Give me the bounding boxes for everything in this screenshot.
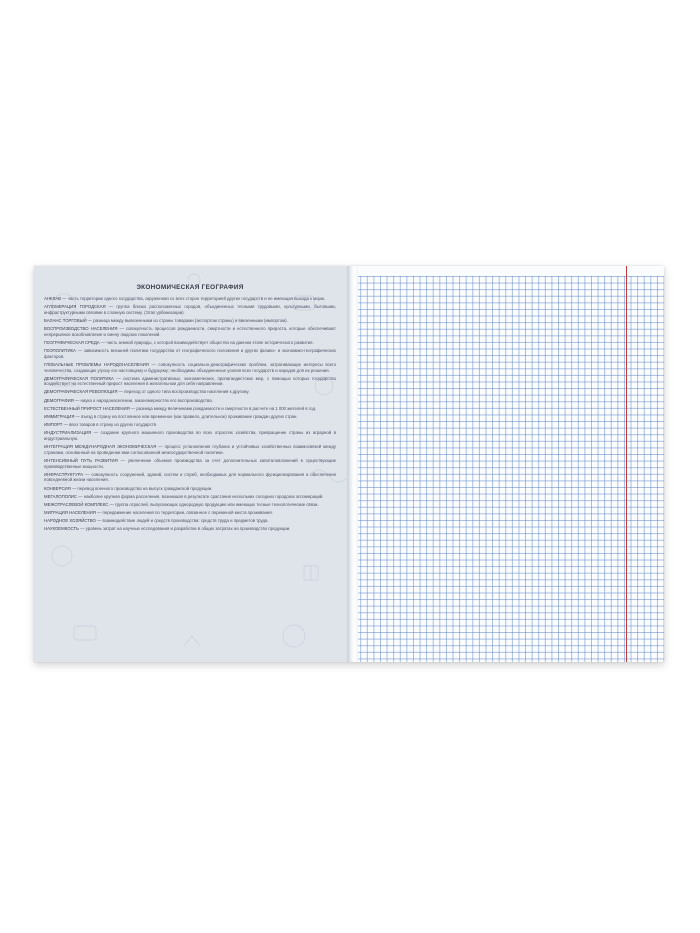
entry-definition: — разница между величинами рождаемости и смертности в расчете на 1 000 жителей в год.	[129, 405, 317, 411]
entry-definition: — группа близко расположенных городов, объединенных тесными трудовыми, культурными, бытовыми, инфраструктурными связями в сложную систему. (Этап урбанизации).	[44, 304, 336, 315]
entry-term: ИНТЕГРАЦИЯ МЕЖДУНАРОДНАЯ ЭКОНОМИЧЕСКАЯ	[44, 444, 157, 450]
entry-term: ГЕОГРАФИЧЕСКАЯ СРЕДА	[44, 339, 100, 345]
glossary-entry	[44, 406, 336, 412]
entry-term: НАУКОЕМКОСТЬ	[44, 526, 79, 532]
glossary-entry	[44, 472, 336, 483]
entry-definition: — часть земной природы, с которой взаимодействует общество на данном этапе исторического развития.	[99, 339, 314, 345]
glossary-entry	[44, 414, 336, 420]
entry-definition: — группа отраслей, выпускающих однородную продукцию или имеющих тесные технологические связи.	[108, 501, 319, 507]
entry-term: БАЛАНС ТОРГОВЫЙ	[44, 317, 87, 323]
entry-term: ГЕОПОЛИТИКА	[44, 348, 76, 354]
entry-term: ВОСПРОИЗВОДСТВО НАСЕЛЕНИЯ	[44, 326, 118, 332]
glossary-entry	[44, 430, 336, 441]
entry-definition: — совокупность социально-демографических проблем, затрагивающих интересы всего человечества, создающих угрозу его настоящему и будущему; необходимы объединенные усилия всех государств и народов для их решения.	[44, 361, 336, 373]
glossary-entry	[44, 510, 336, 516]
glossary-entry	[44, 486, 336, 492]
glossary-entry	[44, 348, 336, 359]
entry-definition: — процесс установления глубоких и устойчивых хозяйственных взаимосвязей между странами, основанный на проведении ими согласованной межгосударственной политики.	[44, 444, 336, 455]
entry-definition: — разница между вывезенными из страны товарами (экспортом страны) и ввезенными (импортом).	[86, 317, 288, 323]
entry-term: ИММИГРАЦИЯ	[44, 414, 75, 420]
entry-term: МЕЖОТРАСЛЕВОЙ КОМПЛЕКС	[44, 501, 109, 507]
entry-definition: — ввоз товаров в страну из других государств.	[62, 422, 158, 428]
glossary-entry	[44, 502, 336, 508]
glossary-entry	[44, 458, 336, 469]
entry-definition: — передвижение населения по территории, связанное с переменой места проживания.	[95, 510, 273, 516]
entry-term: ДЕМОГРАФИЯ	[44, 397, 74, 403]
entry-term: ЕСТЕСТВЕННЫЙ ПРИРОСТ НАСЕЛЕНИЯ	[44, 405, 130, 411]
left-page-cover-inside	[34, 266, 348, 662]
open-notebook	[34, 266, 664, 662]
grid-paper-page	[358, 266, 664, 662]
page-title: ЭКОНОМИЧЕСКАЯ ГЕОГРАФИЯ	[136, 284, 244, 291]
entry-definition: — совокупность сооружений, зданий, систем и служб, необходимых для нормального функционирования и обеспечения повседневной жизни населения.	[44, 471, 336, 483]
entry-definition: — наука о народонаселении, закономерностях его воспроизводства.	[73, 397, 213, 403]
entry-definition: — зависимость внешней политики государства от географического положения и других физико- и экономико-географических факторов.	[44, 348, 336, 359]
entry-definition: — совокупность процессов рождаемости, смертности и естественного прироста, которые обеспечивают непрерывное возобновление и смену людских поколений.	[44, 326, 336, 337]
glossary-entry	[44, 362, 336, 373]
entry-definition: — взаимодействие людей и средств производства: средств труда и предметов труда.	[95, 518, 269, 524]
top-blank-strip	[358, 266, 664, 276]
entry-term: ДЕМОГРАФИЧЕСКАЯ ПОЛИТИКА	[44, 375, 114, 381]
entry-term: МЕГАЛОПОЛИС	[44, 493, 78, 499]
glossary-entry	[44, 518, 336, 524]
entry-term: АГЛОМЕРАЦИЯ ГОРОДСКАЯ	[44, 304, 106, 310]
entry-term: ГЛОБАЛЬНЫЕ ПРОБЛЕМЫ НАРОДОНАСЕЛЕНИЯ	[44, 361, 149, 367]
glossary-entry	[44, 422, 336, 428]
entry-term: КОНВЕРСИЯ	[44, 485, 71, 491]
glossary-entry	[44, 444, 336, 455]
entry-definition: — въезд в страну на постоянное или временное (как правило, длительное) проживание граждан других стран.	[74, 414, 298, 420]
glossary-entry	[44, 340, 336, 346]
glossary-content	[44, 284, 336, 535]
entry-term: ИНТЕНСИВНЫЙ ПУТЬ РАЗВИТИЯ	[44, 457, 118, 463]
glossary-entry	[44, 326, 336, 337]
glossary-entry	[44, 494, 336, 500]
glossary-entry	[44, 398, 336, 404]
entry-definition: — перевод военного производства на выпуск гражданской продукции.	[70, 485, 213, 491]
entry-term: ИНФРАСТРУКТУРА	[44, 471, 84, 477]
entry-definition: — создание крупного машинного производства во всех отраслях хозяйства, превращение страны из аграрной в индустриальную.	[44, 430, 336, 441]
entry-definition: — наиболее крупная форма расселения, возникшая в результате срастания нескольких соседних городских агломераций.	[77, 493, 324, 499]
entry-term: МИГРАЦИЯ НАСЕЛЕНИЯ	[44, 510, 96, 516]
entry-definition: — уровень затрат на научные исследования и разработки в общих затратах на производство продукции.	[78, 526, 291, 532]
glossary-entry	[44, 526, 336, 532]
entry-term: ДЕМОГРАФИЧЕСКАЯ РЕВОЛЮЦИЯ	[44, 389, 118, 395]
red-margin-line	[626, 266, 627, 662]
glossary-entry	[44, 389, 336, 395]
entry-definition: — увеличение объемов производства за счет дополнительных капиталовложений в существующие производственные мощности.	[44, 457, 336, 469]
glossary-entry	[44, 376, 336, 387]
entry-term: НАРОДНОЕ ХОЗЯЙСТВО	[44, 518, 96, 524]
glossary-entry	[44, 296, 336, 302]
glossary-entry	[44, 318, 336, 324]
glossary-entry	[44, 304, 336, 315]
entry-term: ИМПОРТ	[44, 422, 63, 428]
entry-definition: — переход от одного типа воспроизводства населения к другому.	[117, 389, 250, 395]
entry-definition: — часть территории одного государства, окруженная со всех сторон территорией других государств и не имеющая выхода к морю.	[61, 296, 326, 301]
entry-term: ИНДУСТРИАЛИЗАЦИЯ	[44, 430, 92, 436]
entry-definition: — система административных, экономических, пропагандистских мер, с помощью которых государство воздействует на естественный прирост населения в желательном для себя направлении.	[44, 375, 336, 387]
entry-term: АНКЛАВ	[44, 296, 62, 301]
